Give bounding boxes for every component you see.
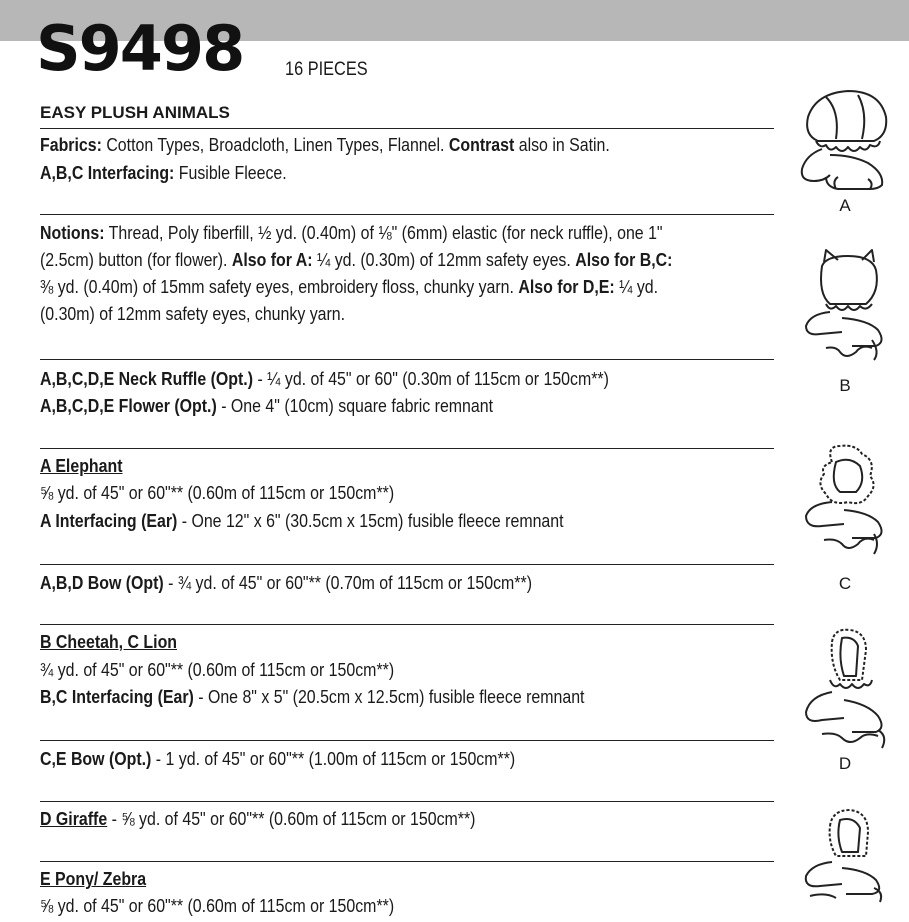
view-d-giraffe-illustration [796, 624, 896, 754]
cheetah-lion-interfacing-line [40, 684, 584, 710]
elephant-heading [40, 453, 123, 479]
divider [40, 214, 774, 215]
notions-text-3b: ¼ yd. [614, 276, 659, 297]
view-d-label: D [838, 754, 852, 773]
divider [40, 624, 774, 625]
neck-ruffle-line [40, 366, 609, 392]
abd-bow-text: - ¾ yd. of 45" or 60"** (0.70m of 115cm or 150cm**) [163, 572, 533, 593]
interfacing-text: Fusible Fleece. [174, 162, 287, 183]
divider [40, 564, 774, 565]
giraffe-heading: D Giraffe [40, 808, 108, 829]
neck-ruffle-text: - ¼ yd. of 45" or 60" (0.30m of 115cm or 150cm**) [253, 368, 609, 389]
fabrics-text: Cotton Types, Broadcloth, Linen Types, Flannel. [101, 134, 449, 155]
fabrics-line [40, 132, 610, 158]
divider [40, 448, 774, 449]
cheetah-lion-heading-text: B Cheetah, C Lion [40, 631, 178, 652]
divider [40, 128, 774, 129]
divider [40, 740, 774, 741]
pony-heading-text: E Pony/ Zebra [40, 868, 147, 889]
abd-bow-label: A,B,D Bow (Opt) [40, 572, 164, 593]
fabrics-label: Fabrics: [40, 134, 102, 155]
flower-text: - One 4" (10cm) square fabric remnant [216, 395, 494, 416]
view-c-label: C [838, 574, 852, 593]
giraffe-line [40, 806, 475, 832]
elephant-interfacing-text: - One 12" x 6" (30.5cm x 15cm) fusible fleece remnant [177, 510, 564, 531]
pony-line-1: ⅝ yd. of 45" or 60"** (0.60m of 115cm or 150cm**) [40, 895, 395, 916]
notions-line-3 [40, 274, 658, 300]
elephant-interfacing-label: A Interfacing (Ear) [40, 510, 178, 531]
ce-bow-label: C,E Bow (Opt.) [40, 748, 152, 769]
interfacing-label: A,B,C Interfacing: [40, 162, 175, 183]
view-a-elephant-illustration [796, 85, 896, 195]
notions-text-2b: ¼ yd. (0.30m) of 12mm safety eyes. [312, 249, 576, 270]
notions-line-2 [40, 247, 672, 273]
neck-ruffle-label: A,B,C,D,E Neck Ruffle (Opt.) [40, 368, 254, 389]
notions-line-1 [40, 220, 663, 246]
pieces-count: 16 PIECES [285, 59, 368, 80]
ce-bow-line [40, 746, 515, 772]
pony-heading [40, 866, 146, 892]
notions-label: Notions: [40, 222, 105, 243]
elephant-line-1: ⅝ yd. of 45" or 60"** (0.60m of 115cm or 150cm**) [40, 482, 395, 503]
pattern-number: S9498 [36, 12, 244, 85]
divider [40, 801, 774, 802]
contrast-text: also in Satin. [514, 134, 610, 155]
cheetah-lion-interfacing-label: B,C Interfacing (Ear) [40, 686, 194, 707]
ce-bow-text: - 1 yd. of 45" or 60"** (1.00m of 115cm or 150cm**) [151, 748, 516, 769]
view-e-pony-illustration [796, 804, 896, 904]
also-for-bc-label: Also for B,C: [575, 249, 673, 270]
cheetah-lion-interfacing-text: - One 8" x 5" (20.5cm x 12.5cm) fusible fleece remnant [193, 686, 585, 707]
view-c-lion-illustration [796, 440, 896, 560]
divider [40, 359, 774, 360]
notions-text-2a: (2.5cm) button (for flower). [40, 249, 232, 270]
interfacing-line [40, 160, 287, 186]
view-b-cheetah-illustration [796, 248, 896, 368]
pattern-title: EASY PLUSH ANIMALS [40, 103, 230, 122]
flower-label: A,B,C,D,E Flower (Opt.) [40, 395, 217, 416]
view-b-label: B [839, 376, 851, 395]
notions-text-1: Thread, Poly fiberfill, ½ yd. (0.40m) of ⅛" (6mm) elastic (for neck ruffle), one 1" [104, 222, 663, 243]
flower-line [40, 393, 493, 419]
view-a-label: A [839, 196, 851, 215]
divider [40, 861, 774, 862]
cheetah-lion-line-1: ¾ yd. of 45" or 60"** (0.60m of 115cm or 150cm**) [40, 659, 395, 680]
also-for-a-label: Also for A: [231, 249, 313, 270]
cheetah-lion-heading [40, 629, 177, 655]
giraffe-text: - ⅝ yd. of 45" or 60"** (0.60m of 115cm or 150cm**) [107, 808, 476, 829]
abd-bow-line [40, 570, 532, 596]
elephant-heading-text: A Elephant [40, 455, 123, 476]
notions-line-4: (0.30m) of 12mm safety eyes, chunky yarn. [40, 303, 346, 324]
contrast-label: Contrast [448, 134, 515, 155]
notions-text-3a: ⅜ yd. (0.40m) of 15mm safety eyes, embroidery floss, chunky yarn. [40, 276, 519, 297]
elephant-interfacing-line [40, 508, 564, 534]
also-for-de-label: Also for D,E: [518, 276, 615, 297]
